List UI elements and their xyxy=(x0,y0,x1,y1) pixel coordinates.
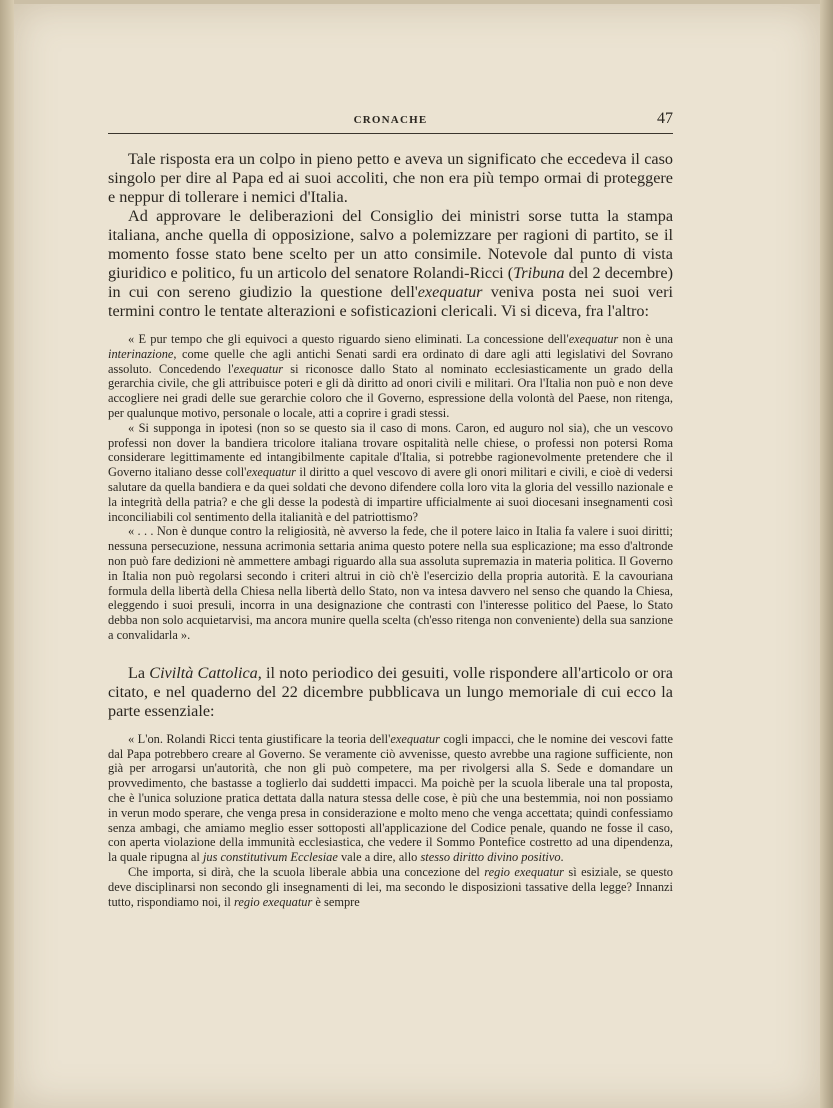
text-run: cogli impacci, che le nomine dei vescovi fatte dal Papa potrebbero creare al Governo. Se veramente ciò avvenisse, questo avrebbe una ragione sufficiente, non già per arrogarsi un'autorità, che non gli può competere, ma per rivolgersi alla S. Sede e domandare un provvedimento, che bastasse a toglierlo dai suddetti impacci. Ma poichè per la scuola liberale una tal proposta, che è l'unica soluzione pratica dettata dalla natura stessa delle cose, è più che una bestemmia, noi non possiamo in verun modo sperare, che venga presa in considerazione e molto meno che venga accettata; quindi confessiamo senza ambagi, che amiamo meglio esser sottoposti all'applicazione del Codice penale, quando ne fosse il caso, con aperta violazione della immunità ecclesiastica, che vedere il Sommo Pontefice costretto ad una dipendenza, la quale ripugna al xyxy=(108,731,673,865)
page-header xyxy=(108,110,673,132)
paragraph-gap xyxy=(108,643,673,664)
text-run: La xyxy=(128,663,150,682)
italic-text: exequatur xyxy=(417,283,483,301)
text-run: sì esiziale, se questo deve disciplinarsi non secondo gli insegnamenti di lei, ma secondo le disposizioni tassative della legge? Innanzi tutto, rispondiamo noi, il xyxy=(108,864,673,909)
italic-text: exequatur xyxy=(390,731,440,746)
italic-text: Tribuna xyxy=(513,264,565,282)
text-run: si riconosce dallo Stato al nominato ecclesiasticamente un grado della gerarchia civile, che gli attribuisce poteri e gli dà diritto ad onori civili e militari. Ora l'Italia non può e non deve accogliere nei gradi delle sue gerarchie coloro che il Governo, espressione della volontà del Paese, non ritenga, per qualunque motivo, personale o locale, atti a coprire i gradi stessi. xyxy=(108,361,673,420)
quoted-paragraph xyxy=(108,865,673,909)
quoted-paragraph xyxy=(108,332,673,421)
text-run: , come quelle che agli antichi Senati sardi era ordinato di dare agli atti legislativi del Sovrano assoluto. Concedendo l' xyxy=(108,346,673,376)
text-run: non è una xyxy=(618,332,673,346)
text-run: del 2 decembre) in cui con sereno giudizio la questione dell' xyxy=(108,264,674,301)
paragraph-gap xyxy=(108,721,673,732)
header-rule xyxy=(108,133,673,134)
body-paragraph xyxy=(108,664,673,721)
italic-text: stesso diritto divino positivo xyxy=(420,850,561,865)
text-run: Ad approvare le deliberazioni del Consiglio dei ministri sorse tutta la stampa italiana, anche quella di opposizione, salvo a polemizzare per ragioni di partito, se il momento fosse stato bene scelto per un atto consimile. Notevole dal punto di vista giuridico e politico, fu un articolo del senatore Rolandi-Ricci ( xyxy=(108,207,673,282)
paragraph-gap xyxy=(108,321,673,332)
page-number: 47 xyxy=(657,110,673,127)
text-run: , il noto periodico dei gesuiti, volle rispondere all'articolo or ora citato, e nel quaderno del 22 dicembre pubblicava un lungo memoriale di cui ecco la parte essenziale: xyxy=(108,663,673,720)
body-paragraph xyxy=(108,207,673,321)
running-title: CRONACHE xyxy=(353,114,428,126)
text-run: « E pur tempo che gli equivoci a questo riguardo sieno eliminati. La concessione dell' xyxy=(128,332,569,346)
text-run: il diritto a quel vescovo di avere gli onori militari e civili, e cioè di vedersi salutare da quella bandiera e da quei soldati che devono difendere colla loro vita la gloria del vessillo nazionale e la integrità della patria? e che gli desse la podestà di impartire ufficialmente ai suoi diocesani insegnamenti così inconciliabili col sentimento della italianità e del patriottismo? xyxy=(108,465,673,524)
text-run: « . . . Non è dunque contro la religiosità, nè avverso la fede, che il potere laico in Italia fa valere i suoi diritti; nessuna persecuzione, nessuna acrimonia settaria anima questo potere nella sua esplicazione; ma esso d'altronde non può fare dedizioni nè ammettere ambagi riguardo alla sua assoluta supremazia in materia politica. Il Governo in Italia non può regolarsi secondo i criteri altrui in ciò ch'è l'esercizio della propria autorità. E la cavouriana formula della libertà della Chiesa nella libertà dello Stato, non va intesa davvero nel senso che quando la Chiesa, eleggendo i suoi presuli, incorra in una designazione che contrasti con l'interesse politico del Paese, lo Stato debba non solo acquietarvisi, ma ancora munire quella scelta (ch'esso ritenga non conveniente) della sua sanzione a convalidarla ». xyxy=(108,524,673,642)
quoted-paragraph xyxy=(108,524,673,642)
article-body xyxy=(108,150,673,909)
page-edge xyxy=(820,0,833,1108)
text-run: « L'on. Rolandi Ricci tenta giustificare la teoria dell' xyxy=(128,731,391,746)
quoted-paragraph xyxy=(108,732,673,865)
text-run: vale a dire, allo xyxy=(337,850,421,865)
binding-edge xyxy=(0,0,14,1108)
text-run: « Si supponga in ipotesi (non so se questo sia il caso di mons. Caron, ed auguro nol sia), che un vescovo professi non dover la bandiera tricolore italiana trovare ospitalità nelle chiese, o professi non potersi Roma considerare legittimamente ed intangibilmente capitale d'Italia, si potrebbe ragionevolmente pretendere che il Governo italiano desse coll' xyxy=(108,420,673,480)
italic-text: jus constitutivum Ecclesiae xyxy=(202,850,338,865)
italic-text: interinazione xyxy=(108,346,174,361)
italic-text: exequatur xyxy=(568,332,619,346)
italic-text: exequatur xyxy=(233,361,284,376)
quoted-paragraph xyxy=(108,421,673,525)
italic-text: regio exequatur xyxy=(233,894,313,909)
body-paragraph xyxy=(108,150,673,207)
italic-text: exequatur xyxy=(246,465,296,480)
italic-text: regio exequatur xyxy=(484,864,564,879)
text-run: Che importa, si dirà, che la scuola liberale abbia una concezione del xyxy=(128,864,485,879)
text-run: veniva posta nei suoi veri termini contro le tentate alterazioni e sofisticazioni clericali. Vi si diceva, fra l'altro: xyxy=(108,283,674,320)
text-run: è sempre xyxy=(312,894,360,909)
italic-text: Civiltà Cattolica xyxy=(149,663,258,682)
text-run: . xyxy=(560,850,564,865)
text-run: Tale risposta era un colpo in pieno petto e aveva un significato che eccedeva il caso singolo per dire al Papa ed ai suoi accoliti, che non era più tempo ormai di proteggere e neppur di tollerare i nemici d'Italia. xyxy=(108,150,673,206)
